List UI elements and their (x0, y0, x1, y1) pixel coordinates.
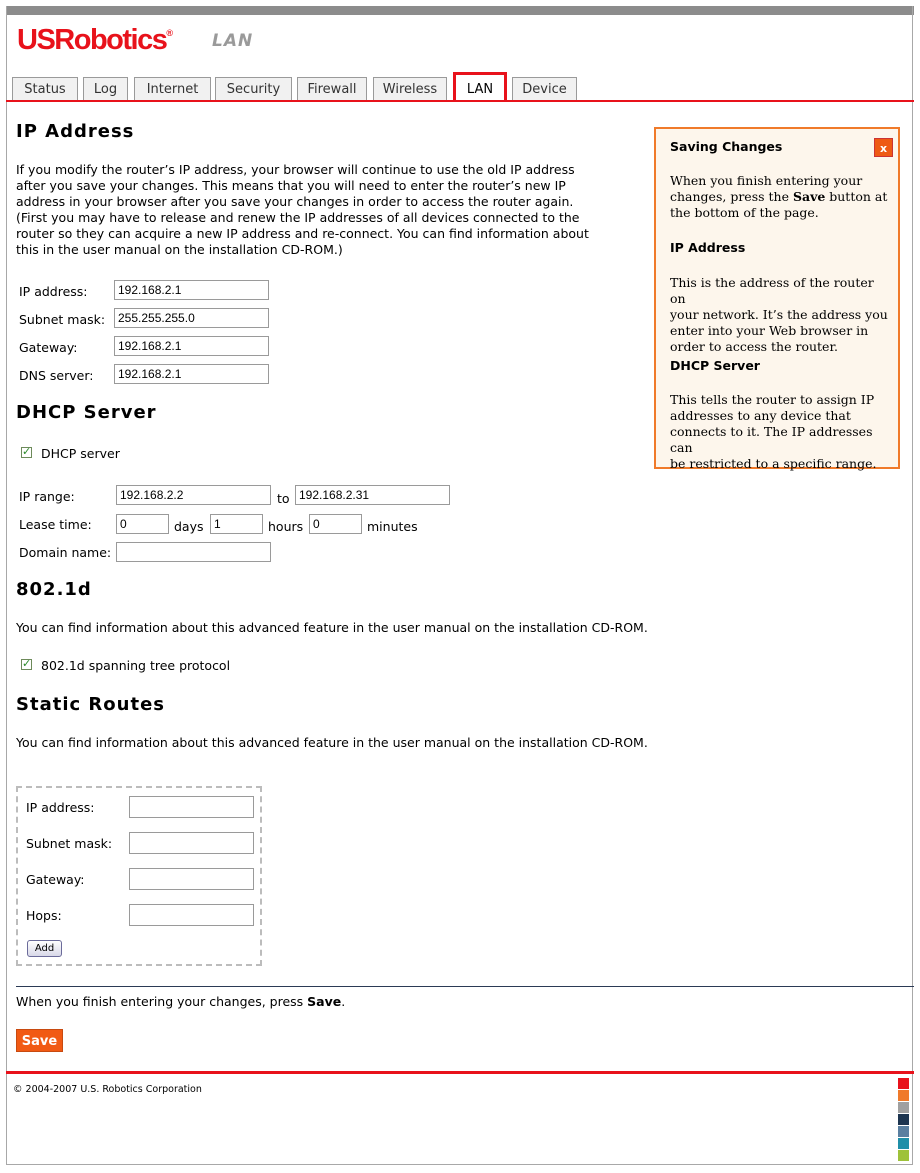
save-hint: When you finish entering your changes, press Save. (16, 994, 346, 1009)
color-swatch (898, 1078, 909, 1089)
ip-address-description: If you modify the router’s IP address, your browser will continue to use the old IP address after you save your changes. This means that you will need to enter the router’s new IP address in your browser after you save your changes in order to access the router again. (First you may have to release and renew the IP addresses of all devices connected to the router so they can acquire a new IP address and re-connect. You can find information about this in the user manual on the installation CD-ROM.) (16, 162, 589, 257)
static-routes-form (16, 786, 262, 966)
footer-line (6, 1071, 914, 1074)
copyright-text: © 2004-2007 U.S. Robotics Corporation (13, 1084, 202, 1095)
gateway-input[interactable] (114, 336, 269, 356)
tab-wireless[interactable]: Wireless (373, 77, 447, 100)
tab-security[interactable]: Security (215, 77, 292, 100)
lease-hours-input[interactable] (210, 514, 263, 534)
route-gateway-input[interactable] (129, 868, 254, 890)
route-ip-input[interactable] (129, 796, 254, 818)
subnet-mask-input[interactable] (114, 308, 269, 328)
lease-minutes-input[interactable] (309, 514, 362, 534)
lease-days-label: days (174, 519, 204, 534)
stp-description: You can find information about this advanced feature in the user manual on the installation CD-ROM. (16, 620, 648, 635)
domain-name-input[interactable] (116, 542, 271, 562)
static-routes-description: You can find information about this advanced feature in the user manual on the installation CD-ROM. (16, 735, 648, 750)
ip-address-input[interactable] (114, 280, 269, 300)
route-hops-input[interactable] (129, 904, 254, 926)
help-heading-ip-address: IP Address (670, 240, 746, 255)
close-icon[interactable]: x (874, 138, 893, 157)
tab-internet[interactable]: Internet (134, 77, 211, 100)
route-hops-label: Hops: (26, 908, 62, 923)
ip-address-heading: IP Address (16, 121, 135, 142)
ip-range-to-label: to (277, 491, 290, 506)
spanning-tree-checkbox-label: 802.1d spanning tree protocol (41, 658, 231, 673)
ip-address-label: IP address: (19, 284, 88, 299)
ip-range-start-input[interactable] (116, 485, 271, 505)
color-swatch (898, 1090, 909, 1101)
ip-range-end-input[interactable] (295, 485, 450, 505)
color-swatch (898, 1150, 909, 1161)
section-divider (16, 986, 914, 987)
help-heading-dhcp-server: DHCP Server (670, 358, 760, 373)
tab-firewall[interactable]: Firewall (297, 77, 367, 100)
dns-server-label: DNS server: (19, 368, 94, 383)
tab-underline (6, 100, 914, 102)
page-title: LAN (212, 31, 254, 51)
dhcp-server-checkbox[interactable] (21, 447, 32, 458)
lease-hours-label: hours (268, 519, 304, 534)
gateway-label: Gateway: (19, 340, 78, 355)
help-text-saving-changes: When you finish entering your changes, press the Save button at the bottom of the page. (670, 173, 888, 220)
spanning-tree-checkbox[interactable] (21, 659, 32, 670)
stp-heading: 802.1d (16, 579, 92, 600)
help-text-dhcp-server: This tells the router to assign IP addresses to any device that connects to it. The IP addresses can be restricted to a specific range. (670, 392, 877, 471)
lease-time-label: Lease time: (19, 517, 92, 532)
color-swatch (898, 1138, 909, 1149)
lease-days-input[interactable] (116, 514, 169, 534)
static-routes-heading: Static Routes (16, 694, 165, 715)
tab-device[interactable]: Device (512, 77, 577, 100)
dhcp-server-heading: DHCP Server (16, 402, 157, 423)
help-text-ip-address: This is the address of the router on your network. It’s the address you enter into your Web browser in order to access the router. (670, 275, 888, 354)
dns-server-input[interactable] (114, 364, 269, 384)
save-button[interactable]: Save (16, 1029, 63, 1052)
usrobotics-logo: USRobotics® (17, 24, 173, 56)
route-gateway-label: Gateway: (26, 872, 85, 887)
color-swatch (898, 1114, 909, 1125)
lease-minutes-label: minutes (367, 519, 418, 534)
help-heading-saving-changes: Saving Changes (670, 139, 783, 154)
help-panel (654, 127, 900, 469)
add-route-button[interactable]: Add (27, 940, 62, 957)
route-subnet-mask-input[interactable] (129, 832, 254, 854)
ip-range-label: IP range: (19, 489, 75, 504)
color-swatch (898, 1102, 909, 1113)
domain-name-label: Domain name: (19, 545, 112, 560)
color-swatch (898, 1126, 909, 1137)
subnet-mask-label: Subnet mask: (19, 312, 106, 327)
route-subnet-mask-label: Subnet mask: (26, 836, 113, 851)
dhcp-server-checkbox-label: DHCP server (41, 446, 120, 461)
route-ip-label: IP address: (26, 800, 95, 815)
tab-log[interactable]: Log (83, 77, 128, 100)
tab-lan[interactable]: LAN (453, 72, 507, 101)
tab-status[interactable]: Status (12, 77, 78, 100)
